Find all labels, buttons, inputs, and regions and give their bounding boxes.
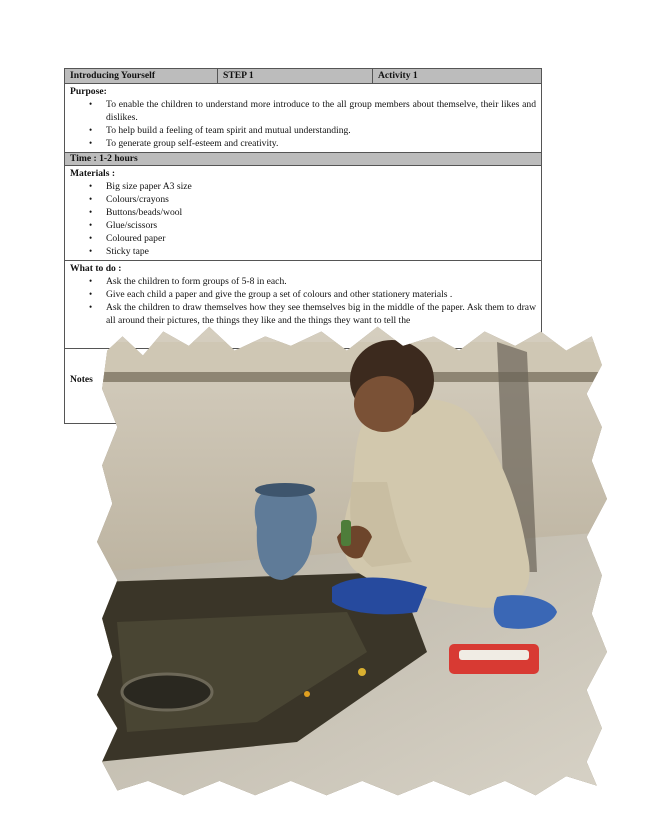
list-item: • Ask the children to form groups of 5-8 in each. bbox=[106, 275, 536, 288]
list-item: • To enable the children to understand more introduce to the all group members about themselve, their likes and dislikes. bbox=[106, 98, 536, 124]
step-label: STEP 1 bbox=[218, 69, 373, 83]
what-to-do-title: What to do : bbox=[70, 263, 122, 274]
purpose-section bbox=[65, 84, 541, 153]
what-to-do-list bbox=[70, 275, 536, 327]
activity-header bbox=[65, 69, 541, 84]
purpose-list bbox=[70, 98, 536, 150]
list-item: • Colours/crayons bbox=[106, 193, 536, 206]
list-item: • Sticky tape bbox=[106, 245, 536, 258]
photo-illustration bbox=[97, 322, 607, 800]
list-item: • To help build a feeling of team spirit and mutual understanding. bbox=[106, 124, 536, 137]
list-item: • To generate group self-esteem and creativity. bbox=[106, 137, 536, 150]
materials-title: Materials : bbox=[70, 168, 116, 179]
photo-boy-washing bbox=[97, 322, 607, 800]
time-row: Time : 1-2 hours bbox=[65, 153, 541, 166]
materials-list bbox=[70, 180, 536, 258]
list-item: • Coloured paper bbox=[106, 232, 536, 245]
what-to-do-section bbox=[65, 261, 541, 349]
list-item: • Big size paper A3 size bbox=[106, 180, 536, 193]
list-item: • Buttons/beads/wool bbox=[106, 206, 536, 219]
list-item: • Ask the children to draw themselves how they see themselves big in the middle of the paper. Ask them to draw all around their pictures, the things they like and the things they want to tell the bbox=[106, 301, 536, 327]
list-item: • Give each child a paper and give the group a set of colours and other stationery materials . bbox=[106, 288, 536, 301]
activity-title: Introducing Yourself bbox=[65, 69, 218, 83]
list-item: • Glue/scissors bbox=[106, 219, 536, 232]
activity-label: Activity 1 bbox=[378, 70, 418, 81]
materials-section bbox=[65, 166, 541, 261]
purpose-title: Purpose: bbox=[70, 86, 107, 97]
notes-section: Notes bbox=[65, 371, 541, 424]
